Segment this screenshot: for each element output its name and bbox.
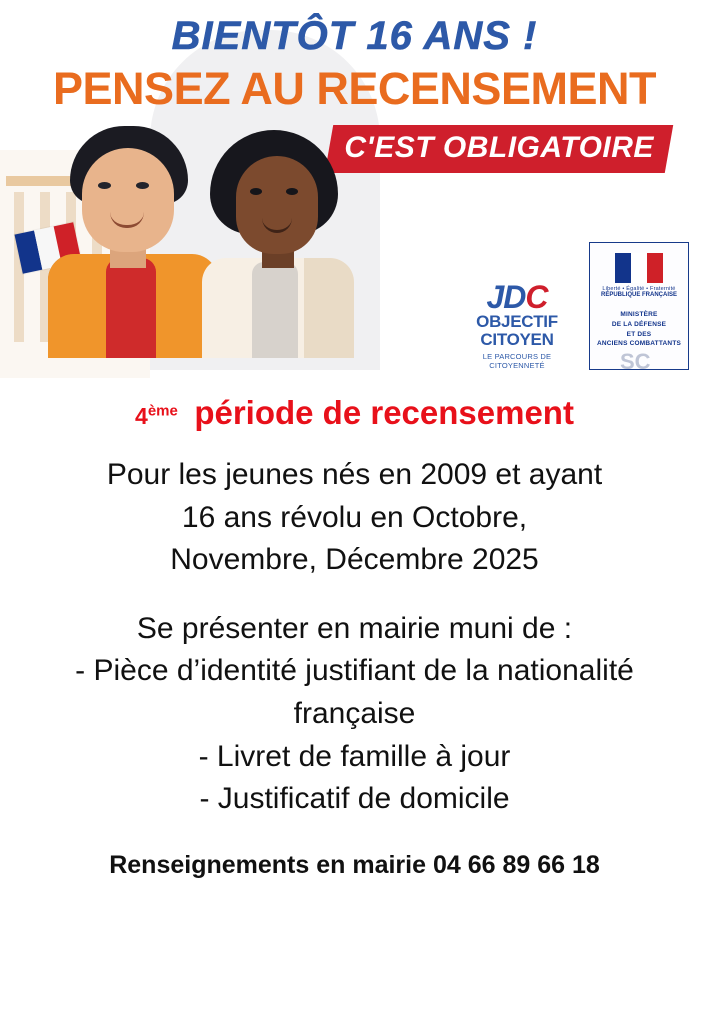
headline-line-1: BIENTÔT 16 ANS !: [171, 14, 538, 58]
ministry-watermark: SC: [620, 349, 651, 370]
list-item: - Justificatif de domicile: [199, 782, 510, 816]
documents-list: [14, 650, 695, 820]
illustration-person-left: [48, 126, 218, 356]
jdc-logo: [461, 281, 573, 370]
list-item: - Pièce d’identité justifiant de la nationalité: [75, 654, 634, 688]
obligatory-badge-label: C'EST OBLIGATOIRE: [344, 131, 654, 164]
eligibility-line-2: 16 ans révolu en Octobre,: [181, 500, 528, 534]
obligatory-badge: [325, 125, 673, 173]
headline-line-2: PENSEZ AU RECENSEMENT: [53, 63, 656, 114]
eligibility-line-1: Pour les jeunes nés en 2009 et ayant: [106, 458, 603, 491]
ministry-title-line-3: ET DES: [626, 330, 652, 338]
logo-row: [461, 242, 689, 370]
ministry-title-line-2: DE LA DÉFENSE: [611, 320, 667, 328]
illustration-person-right: [196, 130, 356, 356]
ministry-motto: Liberté • Égalité • Fraternité: [602, 286, 676, 292]
jdc-citoyen-label: CITOYEN: [480, 330, 554, 350]
period-label: période de recensement: [194, 394, 574, 431]
period-heading: [14, 394, 695, 432]
list-item: - Livret de famille à jour: [198, 739, 511, 773]
list-item: française: [293, 696, 416, 730]
jdc-acronym: JDC: [486, 279, 548, 316]
ministry-flag-icon: [615, 253, 663, 283]
period-ordinal: 4ème: [135, 402, 178, 429]
ministry-logo: [589, 242, 689, 370]
jdc-tagline: LE PARCOURS DE CITOYENNETÉ: [482, 352, 552, 370]
ministry-title: [590, 310, 688, 349]
ministry-title-line-1: MINISTÈRE: [620, 311, 658, 318]
eligibility-line-3: Novembre, Décembre 2025: [170, 543, 539, 577]
ministry-title-line-4: ANCIENS COMBATTANTS: [596, 340, 682, 348]
poster-banner: [0, 0, 709, 378]
jdc-objectif-label: OBJECTIF: [476, 312, 558, 332]
eligibility-paragraph: [14, 454, 695, 582]
contact-line: Renseignements en mairie 04 66 89 66 18: [109, 850, 600, 879]
notice-body: [0, 394, 709, 880]
ministry-republic-label: RÉPUBLIQUE FRANÇAISE: [600, 292, 677, 298]
documents-intro: Se présenter en mairie muni de :: [136, 611, 573, 645]
